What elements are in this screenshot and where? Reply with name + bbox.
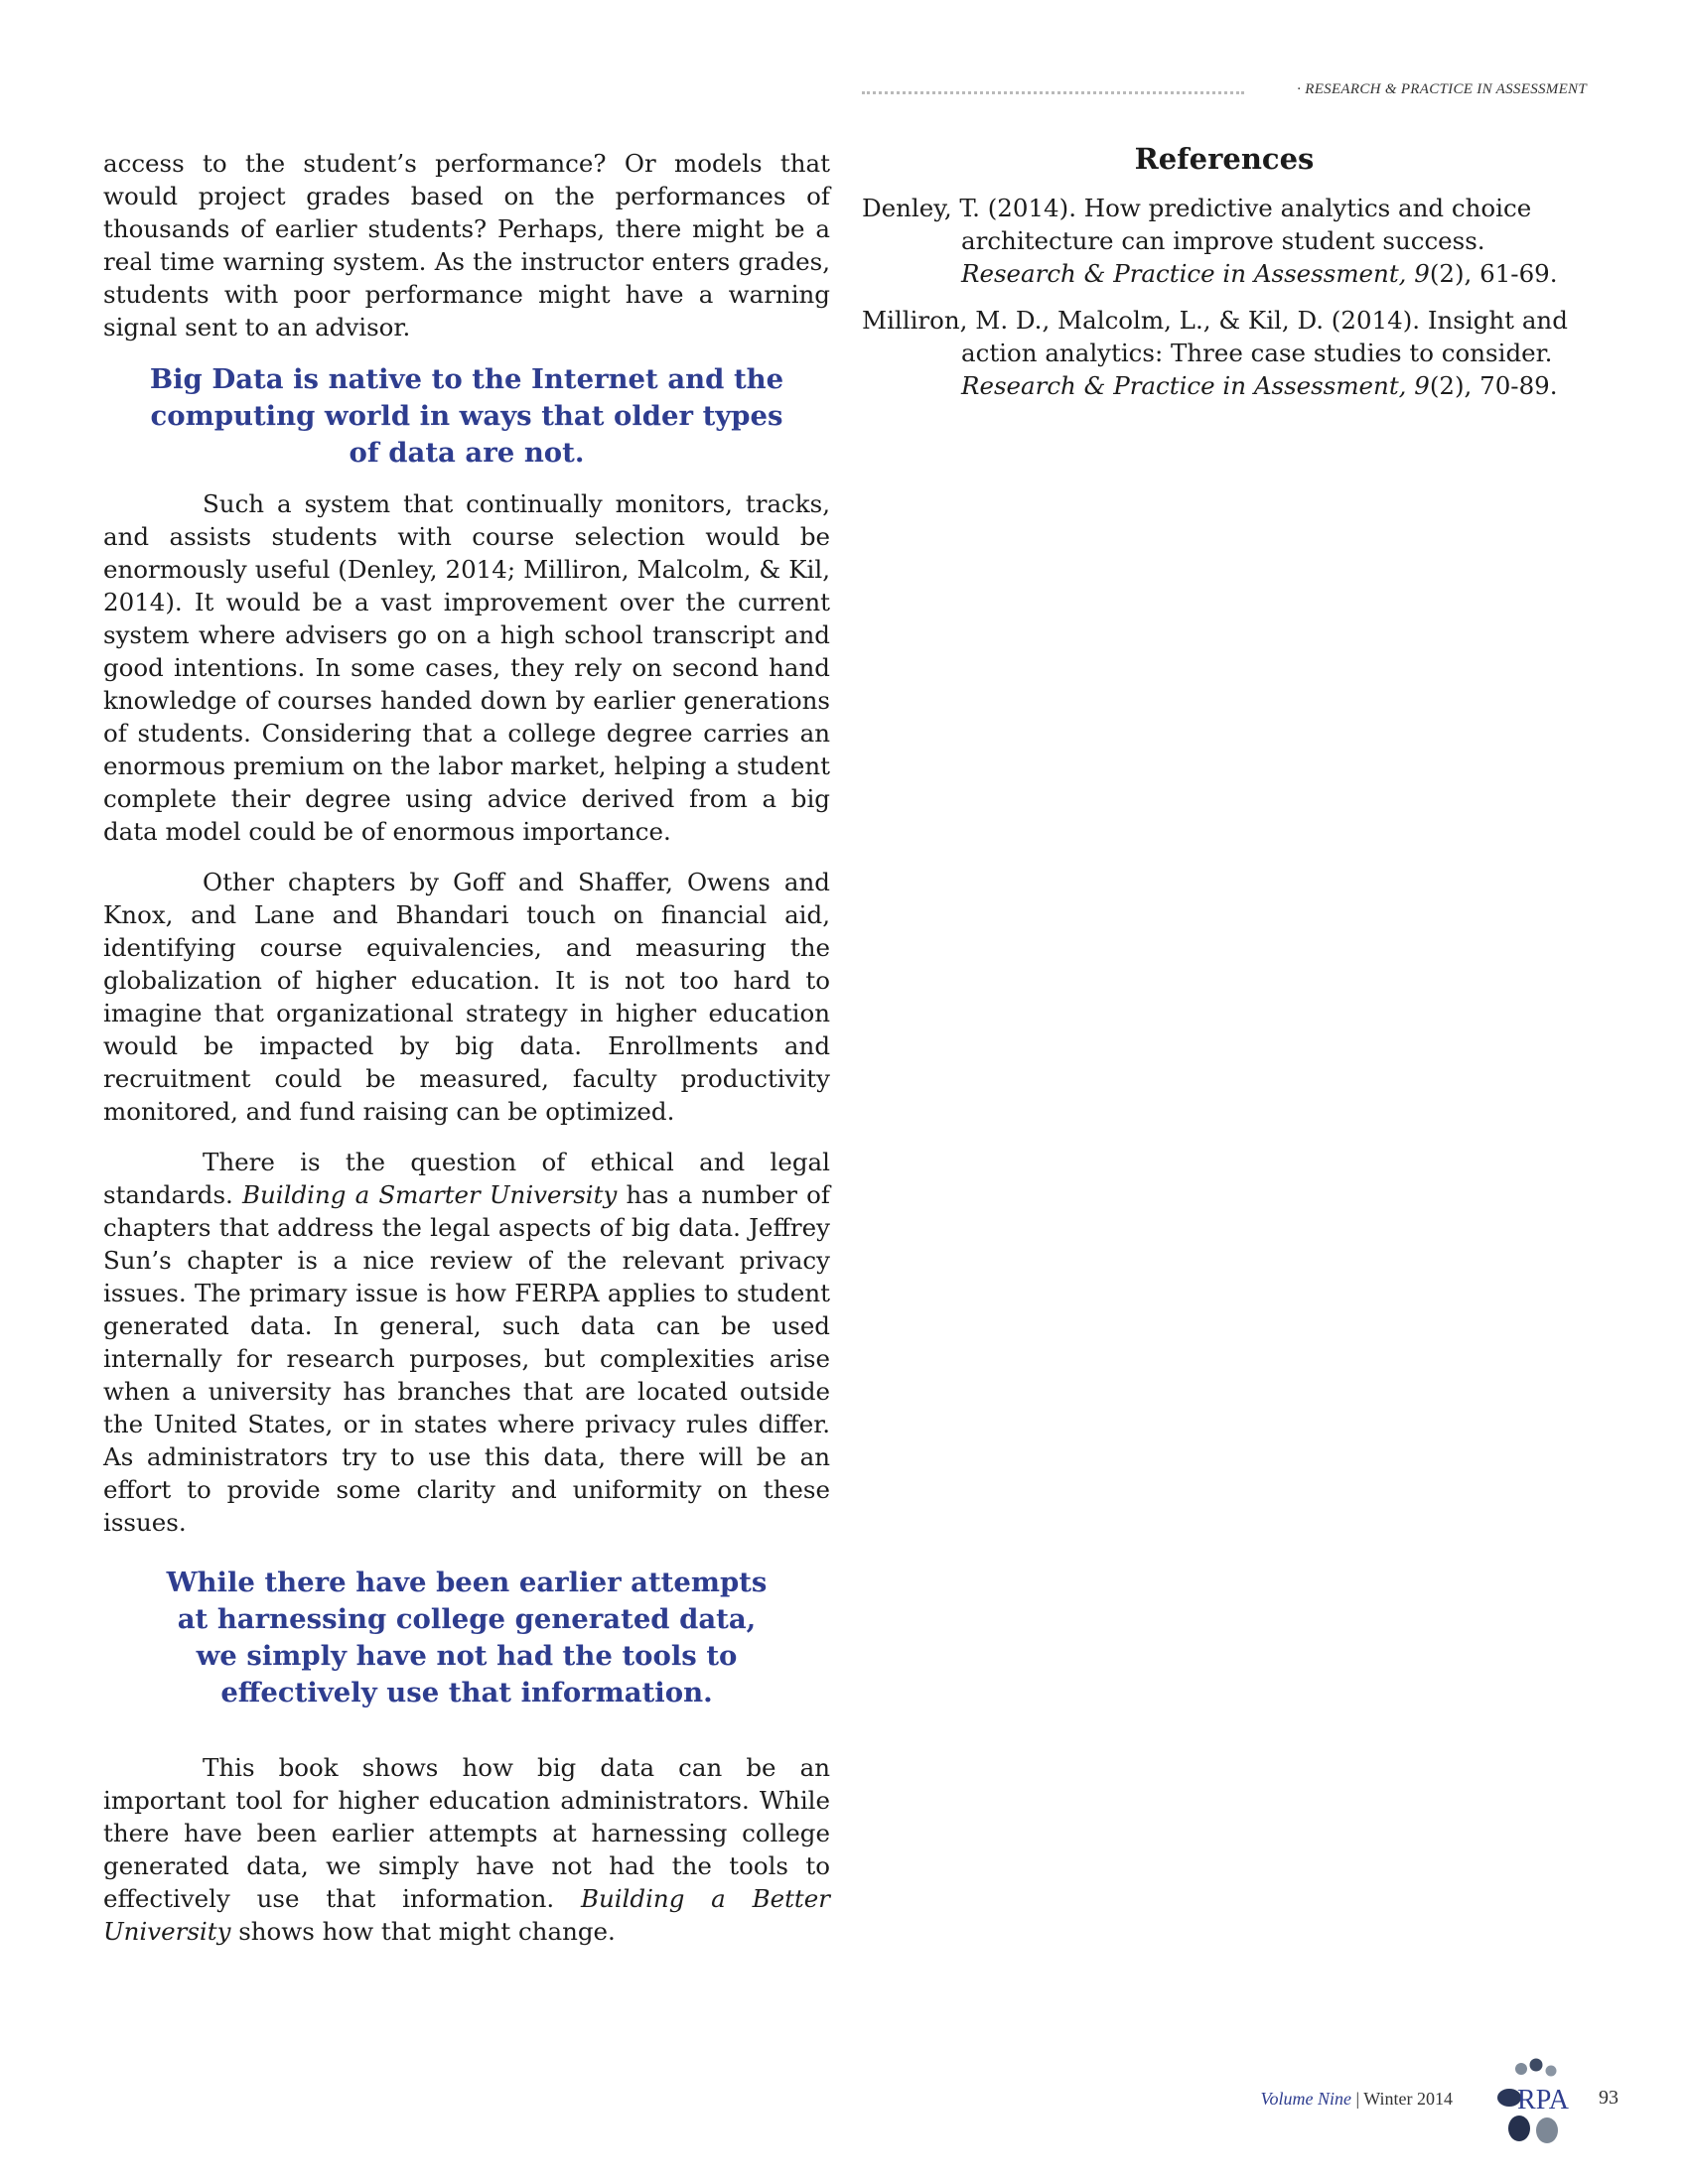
pull-quote-line: at harnessing college generated data, — [177, 1603, 757, 1635]
left-column — [103, 147, 830, 1966]
pull-quote-line: computing world in ways that older types — [150, 400, 783, 432]
paragraph: Such a system that continually monitors, tracks, and assists students with course selection would be enormously useful (Denley, 2014; Milliron, Malcolm, & Kil, 2014). It would be a vast improvement over the current system where advisers go on a high school transcript and good intentions. In some cases, they rely on second hand knowledge of courses handed down by earlier generations of students. Considering that a college degree carries an enormous premium on the labor market, helping a student complete their degree using advice derived from a big data model could be of enormous importance. — [103, 489, 830, 846]
book-title: Building a Better University — [103, 1884, 830, 1946]
header-dotted-rule — [862, 91, 1244, 94]
reference-text: Milliron, M. D., Malcolm, L., & Kil, D. (2014). Insight and action analytics: Three case studies to consider. — [862, 306, 1568, 367]
paragraph-text: There is the question of ethical and legal standards. — [103, 1148, 830, 1209]
pull-quote — [103, 361, 830, 472]
reference-journal: Research & Practice in Assessment, 9 — [961, 259, 1430, 288]
page-number: 93 — [1599, 2087, 1618, 2109]
volume-label: Volume Nine — [1260, 2089, 1351, 2109]
pull-quote-line: we simply have not had the tools to — [196, 1640, 738, 1672]
rpa-logo-icon — [1495, 2057, 1571, 2152]
reference-entry — [862, 192, 1587, 290]
pull-quote-line: While there have been earlier attempts — [166, 1567, 768, 1598]
issue-info — [1260, 2089, 1453, 2110]
paragraph-text: shows how that might change. — [230, 1917, 616, 1946]
book-title: Building a Smarter University — [242, 1180, 618, 1209]
right-column — [862, 143, 1587, 416]
reference-journal: Research & Practice in Assessment, 9 — [961, 371, 1430, 400]
pull-quote-line: effectively use that information. — [220, 1677, 713, 1708]
reference-pages: (2), 61-69. — [1429, 259, 1558, 288]
journal-title: · RESEARCH & PRACTICE IN ASSESSMENT — [1297, 81, 1587, 97]
paragraph: Other chapters by Goff and Shaffer, Owens and Knox, and Lane and Bhandari touch on financial aid, identifying course equivalencies, and measuring the globalization of higher education. It is not too hard to imagine that organizational strategy in higher education would be impacted by big data. Enrollments and recruitment could be measured, faculty productivity monitored, and fund raising can be optimized. — [103, 868, 830, 1126]
reference-pages: (2), 70-89. — [1429, 371, 1558, 400]
pull-quote-line: of data are not. — [349, 437, 585, 469]
reference-text: Denley, T. (2014). How predictive analytics and choice architecture can improve student success. — [862, 194, 1532, 255]
running-header — [862, 81, 1587, 103]
season-label: Winter 2014 — [1363, 2089, 1453, 2109]
svg-text:RPA: RPA — [1517, 2085, 1569, 2116]
paragraph: access to the student’s performance? Or models that would project grades based on the performances of thousands of earlier students? Perhaps, there might be a real time warning system. As the instructor enters grades, students with poor performance might have a warning signal sent to an advisor. — [103, 149, 830, 341]
paragraph-text: This book shows how big data can be an important tool for higher education administrators. While there have been earlier attempts at harnessing college generated data, we simply have not had the tools to effectively use that information. — [103, 1753, 830, 1913]
reference-entry — [862, 304, 1587, 402]
references-heading: References — [1134, 142, 1315, 176]
paragraph — [103, 1751, 830, 1948]
page-footer — [1182, 2057, 1618, 2152]
paragraph-text: has a number of chapters that address the legal aspects of big data. Jeffrey Sun’s chapter is a nice review of the relevant privacy issues. The primary issue is how FERPA applies to student generated data. In general, such data can be used internally for research purposes, but complexities arise when a university has branches that are located outside the United States, or in states where privacy rules differ. As administrators try to use this data, there will be an effort to provide some clarity and uniformity on these issues. — [103, 1180, 830, 1537]
separator: | — [1350, 2089, 1364, 2109]
pull-quote-line: Big Data is native to the Internet and the — [149, 363, 784, 395]
pull-quote — [103, 1565, 830, 1711]
paragraph — [103, 1146, 830, 1539]
